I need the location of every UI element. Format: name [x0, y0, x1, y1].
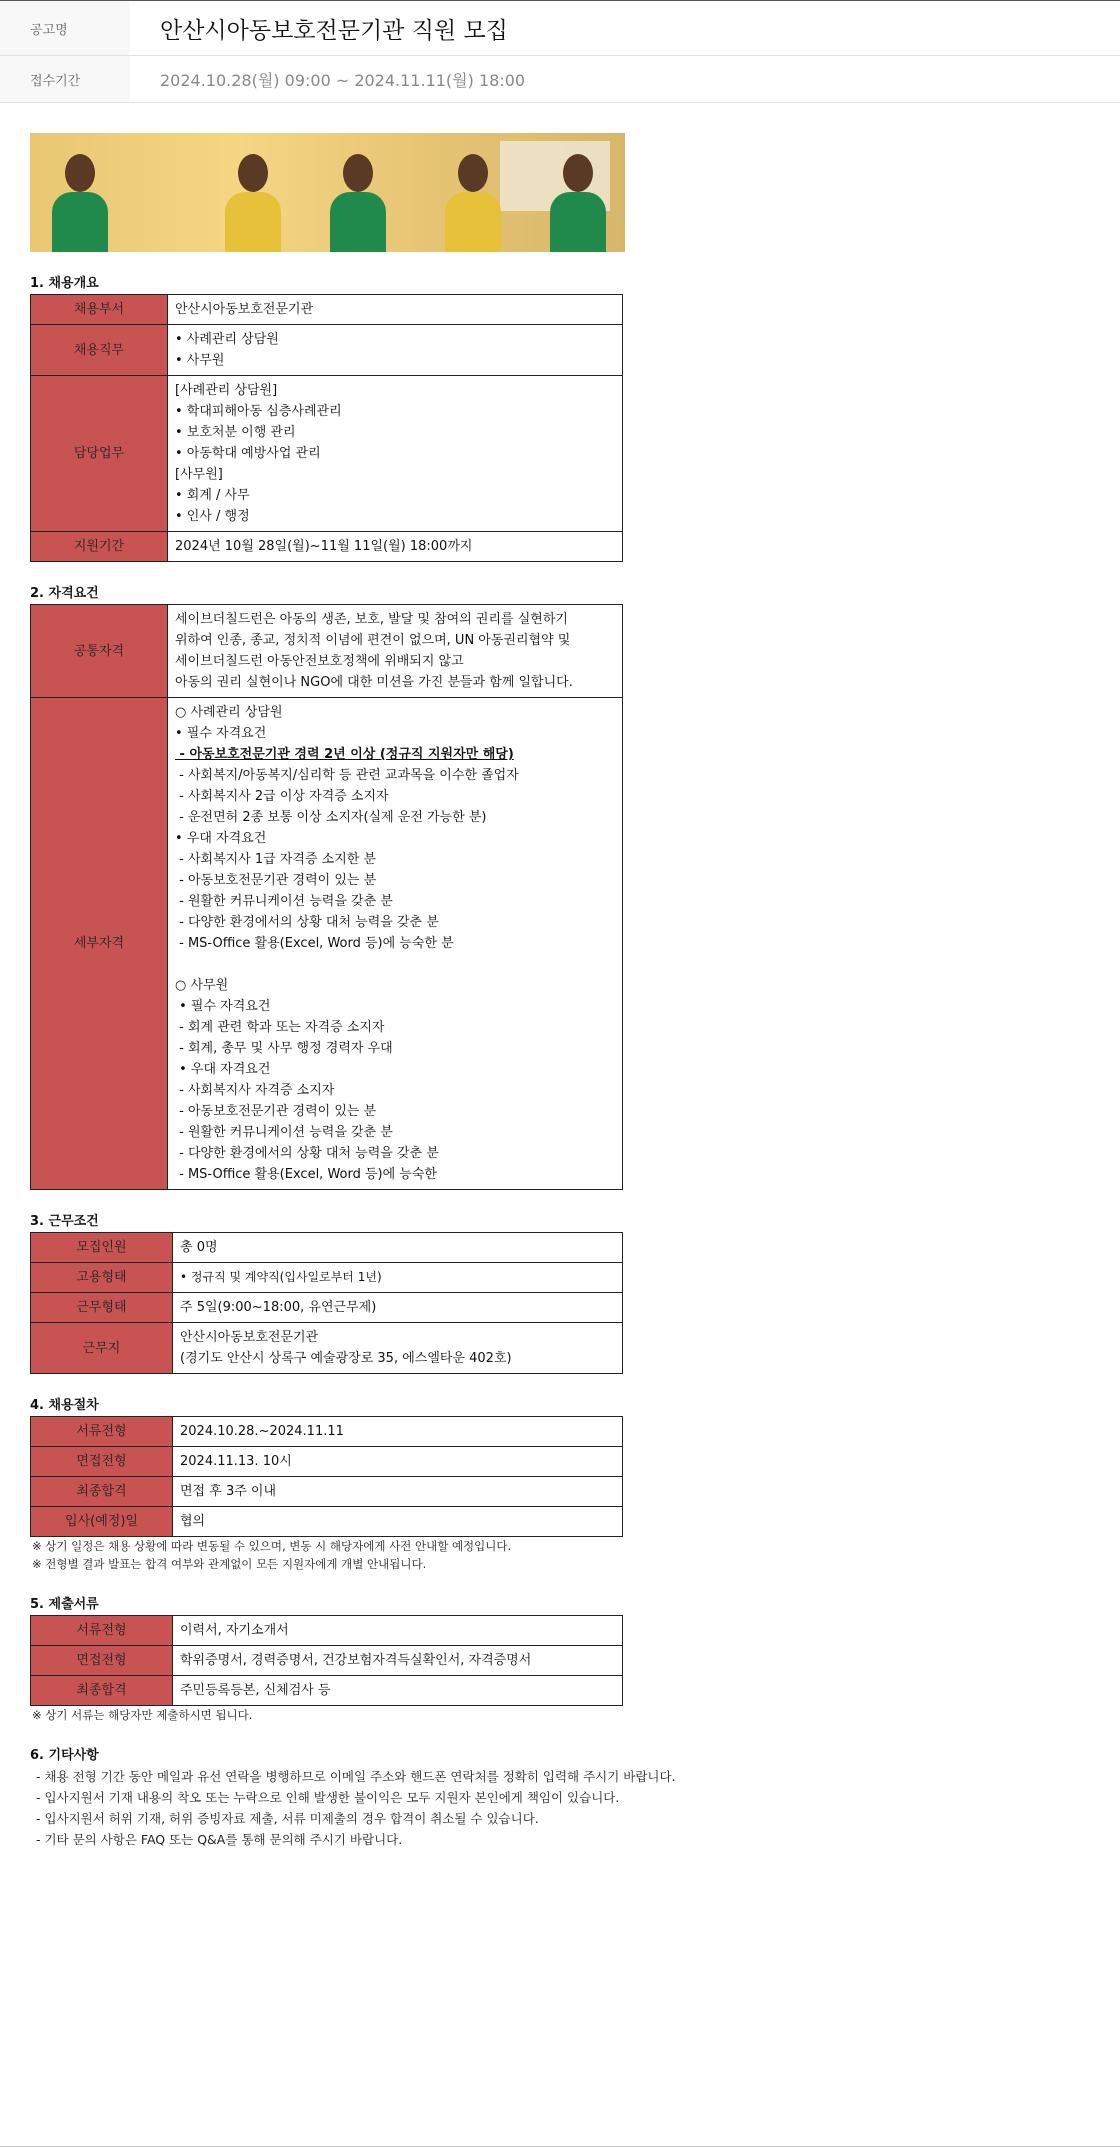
row-value [173, 1616, 623, 1646]
text-line: - 아동보호전문기관 경력이 있는 분 [175, 873, 377, 888]
table-row [31, 1417, 623, 1447]
text-line: 학위증명서, 경력증명서, 건강보험자격득실확인서, 자격증명서 [180, 1653, 532, 1668]
text-line: - 다양한 환경에서의 상황 대처 능력을 갖춘 분 [175, 915, 439, 930]
row-label: 공통자격 [31, 605, 168, 698]
row-value [168, 532, 623, 562]
row-value [168, 698, 623, 1190]
banner-child [330, 154, 386, 252]
note-line: ※ 상기 일정은 채용 상황에 따라 변동될 수 있으며, 변동 시 해당자에게 사전 안내할 예정입니다. [32, 1539, 512, 1553]
row-label: 근무지 [31, 1323, 173, 1374]
table-row [31, 1646, 623, 1676]
text-line: • 필수 자격요건 [175, 726, 267, 741]
note-line: ※ 전형별 결과 발표는 합격 여부와 관계없이 모든 지원자에게 개별 안내됩니다. [32, 1557, 427, 1571]
row-value [168, 295, 623, 325]
table-row [31, 698, 623, 1190]
text-line: • 우대 자격요건 [175, 1062, 271, 1077]
etc-list [30, 1766, 1090, 1850]
row-value [173, 1263, 623, 1293]
row-label: 세부자격 [31, 698, 168, 1190]
text-line: - 원활한 커뮤니케이션 능력을 갖춘 분 [175, 894, 393, 909]
note-line: ※ 상기 서류는 해당자만 제출하시면 됩니다. [32, 1708, 253, 1722]
row-value [173, 1323, 623, 1374]
text-line: ○ 사무원 [175, 978, 229, 993]
period-row [0, 56, 1120, 103]
text-line: 안산시아동보호전문기관 [180, 1330, 319, 1345]
table-row [31, 532, 623, 562]
row-label: 면접전형 [31, 1646, 173, 1676]
text-line: - MS-Office 활용(Excel, Word 등)에 능숙한 분 [175, 936, 454, 951]
row-label: 채용직무 [31, 325, 168, 376]
section-title: 3. 근무조건 [30, 1214, 99, 1229]
text-line: ○ 사례관리 상담원 [175, 705, 283, 720]
section-title: 6. 기타사항 [30, 1748, 99, 1763]
section-title: 5. 제출서류 [30, 1597, 99, 1612]
row-label: 담당업무 [31, 376, 168, 532]
row-label: 모집인원 [31, 1233, 173, 1263]
text-line: • 사례관리 상담원 [175, 332, 279, 347]
text-line: 안산시아동보호전문기관 [175, 302, 314, 317]
table-row [31, 1323, 623, 1374]
text-line: • 정규직 및 계약직(입사일로부터 1년) [180, 1270, 382, 1284]
period-label: 접수기간 [0, 56, 130, 102]
text-line: 2024년 10월 28일(월)~11월 11일(월) 18:00까지 [175, 539, 473, 554]
banner-child [445, 154, 501, 252]
text-line: • 보호처분 이행 관리 [175, 425, 296, 440]
qualification-table [30, 604, 623, 1190]
banner-image [30, 133, 625, 252]
row-label: 최종합격 [31, 1477, 173, 1507]
text-line: - 사회복지사 2급 이상 자격증 소지자 [175, 789, 389, 804]
text-line: • 회계 / 사무 [175, 488, 250, 503]
table-row [31, 376, 623, 532]
text-line: - 다양한 환경에서의 상황 대처 능력을 갖춘 분 [175, 1146, 439, 1161]
text-line: - 사회복지사 1급 자격증 소지한 분 [175, 852, 377, 867]
text-line: • 인사 / 행정 [175, 509, 250, 524]
table-row [31, 1263, 623, 1293]
row-label: 최종합격 [31, 1676, 173, 1706]
banner-child [52, 154, 108, 252]
row-label: 면접전형 [31, 1447, 173, 1477]
text-line: - 운전면허 2종 보통 이상 소지자(실제 운전 가능한 분) [175, 810, 487, 825]
row-value [168, 605, 623, 698]
row-value [173, 1507, 623, 1537]
text-line: 2024.11.13. 10시 [180, 1454, 292, 1469]
text-line: 주 5일(9:00~18:00, 유연근무제) [180, 1300, 377, 1315]
list-item: - 기타 문의 사항은 FAQ 또는 Q&A를 통해 문의해 주시기 바랍니다. [32, 1832, 403, 1847]
text-line: 세이브더칠드런 아동안전보호정책에 위배되지 않고 [175, 654, 464, 669]
text-line: 주민등록등본, 신체검사 등 [180, 1683, 331, 1698]
table-row [31, 1676, 623, 1706]
table-row [31, 605, 623, 698]
post-content [30, 133, 1090, 1850]
section-title: 1. 채용개요 [30, 276, 99, 291]
row-value [168, 376, 623, 532]
documents-notes [30, 1706, 1090, 1724]
row-value [173, 1477, 623, 1507]
text-line-emphasis: - 아동보호전문기관 경력 2년 이상 (정규직 지원자만 해당) [175, 747, 514, 762]
text-line: 협의 [180, 1514, 206, 1529]
section-title: 4. 채용절차 [30, 1398, 99, 1413]
row-value [173, 1293, 623, 1323]
documents-table [30, 1615, 623, 1706]
title-label: 공고명 [0, 1, 130, 55]
text-line: - 사회복지사 자격증 소지자 [175, 1083, 335, 1098]
page-title: 안산시아동보호전문기관 직원 모집 [160, 17, 508, 44]
list-item: - 채용 전형 기간 동안 메일과 유선 연락을 병행하므로 이메일 주소와 핸드폰 연락처를 정확히 입력해 주시기 바랍니다. [32, 1769, 676, 1784]
row-label: 지원기간 [31, 532, 168, 562]
table-row [31, 1616, 623, 1646]
text-line: [사례관리 상담원] [175, 383, 278, 398]
table-row [31, 1233, 623, 1263]
text-line: 세이브더칠드런은 아동의 생존, 보호, 발달 및 참여의 권리를 실현하기 [175, 612, 568, 627]
text-line: (경기도 안산시 상록구 예술광장로 35, 에스엘타운 402호) [180, 1351, 512, 1366]
row-label: 서류전형 [31, 1616, 173, 1646]
banner-child [225, 154, 281, 252]
table-row [31, 1293, 623, 1323]
text-line: • 사무원 [175, 353, 225, 368]
text-line: • 아동학대 예방사업 관리 [175, 446, 321, 461]
text-line: - MS-Office 활용(Excel, Word 등)에 능숙한 [175, 1167, 437, 1182]
text-line: • 우대 자격요건 [175, 831, 267, 846]
title-row [0, 1, 1120, 56]
row-value [168, 325, 623, 376]
text-line: - 원활한 커뮤니케이션 능력을 갖춘 분 [175, 1125, 393, 1140]
overview-table [30, 294, 623, 562]
row-value [173, 1646, 623, 1676]
text-line: • 필수 자격요건 [175, 999, 271, 1014]
text-line: 이력서, 자기소개서 [180, 1623, 289, 1638]
banner-child [550, 154, 606, 252]
list-item: - 입사지원서 기재 내용의 착오 또는 누락으로 인해 발생한 불이익은 모두 지원자 본인에게 책임이 있습니다. [32, 1790, 620, 1805]
table-row [31, 1477, 623, 1507]
row-value [173, 1233, 623, 1263]
text-line: - 회계 관련 학과 또는 자격증 소지자 [175, 1020, 385, 1035]
text-line: 면접 후 3주 이내 [180, 1484, 277, 1499]
section-title: 2. 자격요건 [30, 586, 99, 601]
table-row [31, 1507, 623, 1537]
text-line: - 회계, 총무 및 사무 행정 경력자 우대 [175, 1041, 393, 1056]
process-table [30, 1416, 623, 1537]
row-value [173, 1676, 623, 1706]
text-line: - 아동보호전문기관 경력이 있는 분 [175, 1104, 377, 1119]
row-value [173, 1417, 623, 1447]
row-label: 채용부서 [31, 295, 168, 325]
text-line: 위하여 인종, 종교, 정치적 이념에 편견이 없으며, UN 아동권리협약 및 [175, 633, 571, 648]
text-line [175, 954, 615, 975]
text-line: • 학대피해아동 심층사례관리 [175, 404, 342, 419]
table-row [31, 325, 623, 376]
conditions-table [30, 1232, 623, 1374]
text-line: [사무원] [175, 467, 223, 482]
row-value [173, 1447, 623, 1477]
text-line: 총 0명 [180, 1240, 218, 1255]
row-label: 서류전형 [31, 1417, 173, 1447]
table-row [31, 1447, 623, 1477]
text-line: - 사회복지/아동복지/심리학 등 관련 교과목을 이수한 졸업자 [175, 768, 519, 783]
text-line: 아동의 권리 실현이나 NGO에 대한 미션을 가진 분들과 함께 일합니다. [175, 675, 573, 690]
row-label: 입사(예정)일 [31, 1507, 173, 1537]
row-label: 근무형태 [31, 1293, 173, 1323]
period-value: 2024.10.28(월) 09:00 ~ 2024.11.11(월) 18:00 [160, 70, 526, 90]
process-notes [30, 1537, 1090, 1573]
text-line: 2024.10.28.~2024.11.11 [180, 1424, 344, 1439]
table-row [31, 295, 623, 325]
row-label: 고용형태 [31, 1263, 173, 1293]
list-item: - 입사지원서 허위 기재, 허위 증빙자료 제출, 서류 미제출의 경우 합격이 취소될 수 있습니다. [32, 1811, 539, 1826]
